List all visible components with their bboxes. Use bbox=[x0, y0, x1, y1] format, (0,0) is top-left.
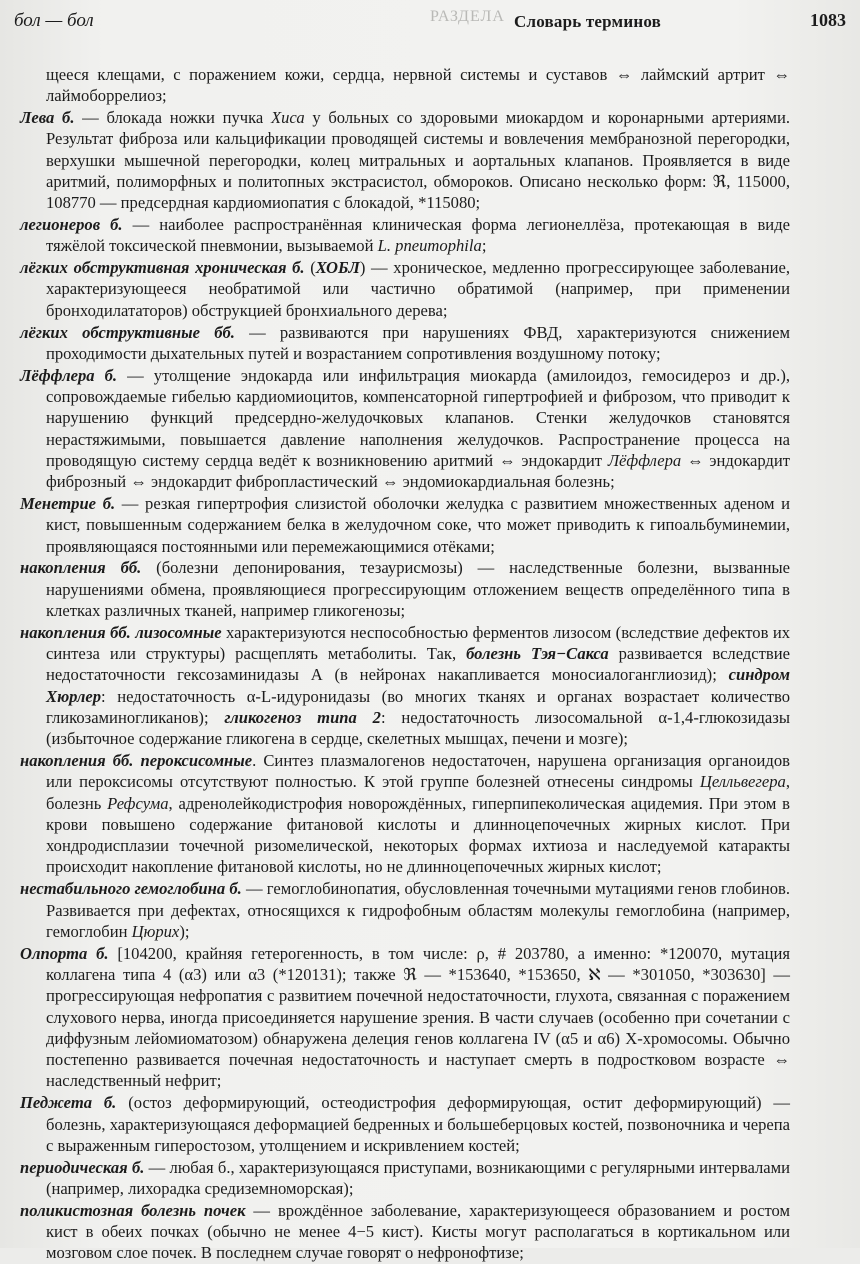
entry-text: ( bbox=[304, 258, 316, 278]
dictionary-entry bbox=[20, 878, 790, 942]
entry-headword: Менетрие б. bbox=[20, 493, 116, 513]
dictionary-entry bbox=[20, 64, 790, 107]
running-header bbox=[14, 10, 846, 38]
entries-list bbox=[20, 64, 790, 1264]
dictionary-entry bbox=[20, 943, 790, 1092]
page-number: 1083 bbox=[810, 10, 846, 30]
dictionary-entry bbox=[20, 214, 790, 257]
entry-text: (болезни депонирования, тезаурисмозы) — наследственные болезни, вызванные нарушениями обмена, проявляющиеся прогрессирующим отложением веществ определённого типа в клетках различных тканей, например гликогенозы; bbox=[46, 558, 790, 620]
entry-text: Цюрих bbox=[131, 921, 180, 941]
dictionary-entry bbox=[20, 1200, 790, 1264]
entry-headword: накопления бб. пероксисомные bbox=[20, 751, 253, 770]
entry-headword: лёгких обструктивная хроническая б. bbox=[20, 258, 305, 278]
entry-text: ⇔ эндокардит фиброзный ⇔ эндокардит фибропластический ⇔ эндомиокардиальная болезнь; bbox=[46, 450, 790, 492]
entry-text: — блокада ножки пучка bbox=[74, 108, 271, 128]
entry-text: гликогеноз типа 2 bbox=[224, 707, 381, 727]
entry-text: болезнь Тэя−Сакса bbox=[466, 644, 609, 664]
entry-headword: лёгких обструктивные бб. bbox=[20, 322, 235, 342]
entry-text: . Синтез плазмалогенов недостаточен, нарушена организация органоидов или пероксисомы отсутствуют полностью. К этой группе болезней отнесены синдромы bbox=[46, 751, 790, 792]
entry-text: развивается вследствие недостаточности гексозаминидазы А (в нейронах накапливается моносиалоганглиозид); bbox=[46, 644, 791, 685]
entry-text: Хиса bbox=[270, 108, 305, 128]
entry-text: — врождённое заболевание, характеризующееся образованием и ростом кист в обеих почках (обычно не менее 4−5 кист). Кисты могут располагаться в кортикальном или мозговом слое почек. В последнем случае говорят о нефронофтизе; bbox=[46, 1200, 790, 1263]
entry-text: : недостаточность α-L-идуронидазы (во многих тканях и органах возрастает количество гликозаминогликанов); bbox=[46, 686, 790, 727]
entry-text: — любая б., характеризующаяся приступами, возникающими с регулярными интервалами (например, лихорадка средиземноморская); bbox=[46, 1157, 790, 1198]
dictionary-entry bbox=[20, 107, 790, 213]
entry-text: ) — хроническое, медленно прогрессирующее заболевание, характеризующееся необратимой или частично обратимой (например, при применении бронходилататоров) обструкцией бронхиального дерева; bbox=[46, 258, 790, 320]
entry-headword: накопления бб. лизосомные bbox=[20, 622, 222, 642]
entry-headword: Олпорта б. bbox=[20, 943, 109, 963]
entry-text: ХОБЛ bbox=[315, 258, 360, 278]
entry-text: , адренолейкодистрофия новорождённых, гиперпипеколическая ацидемия. При этом в крови повышено содержание фитановой кислоты и длинноцепочечных жирных кислот. При хондродисплазии точечной ризомелической, некоторых формах ихтиоза и наследуемой катаракты происходит накопление фитановой кислоты, но не длинноцепочечных жирных кислот; bbox=[46, 793, 790, 877]
entry-text: щееся клещами, с поражением кожи, сердца, нервной системы и суставов ⇔ лаймский артрит ⇔ лаймоборрелиоз; bbox=[46, 65, 790, 106]
entry-text: — развиваются при нарушениях ФВД, характеризуются снижением проходимости дыхательных путей и возрастанием сопротивления воздушному потоку; bbox=[46, 322, 791, 363]
bleed-through-text: РАЗДЕЛА bbox=[430, 8, 505, 25]
entry-text: ; bbox=[481, 236, 487, 256]
entry-text: — гемоглобинопатия, обусловленная точечными мутациями генов глобинов. Развивается при дефектах, относящихся к гидрофобным областям молекулы гемоглобина (например, гемоглобин bbox=[46, 879, 790, 941]
dictionary-entry bbox=[20, 322, 790, 365]
entry-headword: легионеров б. bbox=[20, 215, 123, 235]
entry-text: , болезнь bbox=[46, 772, 790, 813]
entry-text: Целльвегера bbox=[699, 772, 786, 792]
entry-headword: нестабильного гемоглобина б. bbox=[20, 879, 242, 899]
entry-text: ); bbox=[179, 921, 190, 941]
dictionary-entry bbox=[20, 750, 790, 878]
entry-text: у больных со здоровыми миокардом и коронарными артериями. Результат фиброза или кальцификации проводящей системы и вовлечения мембранозной перегородки, верхушки мышечной перегородки, колец митральных и аортальных клапанов. Проявляется в виде аритмий, полиморфных и политопных экстрасистол, обмороков. Описано несколько форм: ℜ, 115000, 108770 — предсердная кардиомиопатия с блокадой, *115080; bbox=[46, 108, 790, 213]
dictionary-entry bbox=[20, 1092, 790, 1156]
dictionary-entry bbox=[20, 1157, 790, 1200]
entry-text: : недостаточность лизосомальной α-1,4-глюкозидазы (избыточное содержание гликогена в сердце, скелетных мышцах, печени и мозге); bbox=[46, 707, 790, 749]
entry-headword: Лева б. bbox=[20, 108, 75, 128]
entry-text: (остоз деформирующий, остеодистрофия деформирующая, остит деформирующий) — болезнь, характеризующаяся деформацией бедренных и большеберцовых костей, позвоночника и черепа с выраженным гиперостозом, утолщением и искривлением костей; bbox=[46, 1093, 790, 1155]
header-guide-words: бол — бол bbox=[14, 10, 94, 31]
entry-text: — утолщение эндокарда или инфильтрация миокарда (амилоидоз, гемосидероз и др.), сопровождаемые гибелью кардиомиоцитов, компенсаторной гипертрофией и фиброзом, что приводит к нарушению функций предсердно-желудочковых клапанов. Стенки желудочков становятся нерастяжимыми, повышается давление наполнения желудочков. Распространение процесса на проводящую систему сердца ведёт к возникновению аритмий ⇔ эндокардит bbox=[46, 365, 790, 470]
entry-headword: Педжета б. bbox=[20, 1093, 117, 1113]
entry-text: характеризуются неспособностью ферментов лизосом (вследствие дефектов их синтеза или структуры) расщеплять метаболиты. Так, bbox=[46, 622, 791, 664]
entry-headword: периодическая б. bbox=[20, 1157, 145, 1177]
dictionary-entry bbox=[20, 557, 790, 621]
entry-headword: накопления бб. bbox=[20, 558, 142, 578]
entry-text: синдром Хюрлер bbox=[46, 665, 790, 706]
entry-text: L. pneumophila bbox=[377, 236, 482, 256]
entry-text: Рефсума bbox=[107, 793, 169, 813]
header-title: Словарь терминов bbox=[514, 12, 661, 31]
dictionary-entry bbox=[20, 257, 790, 321]
dictionary-entry bbox=[20, 493, 790, 557]
entry-text: [104200, крайняя гетерогенность, в том числе: ρ, # 203780, а именно: *120070, мутация коллагена типа 4 (α3) или α3 (*120131); также ℜ — *153640, *153650, ℵ — *301050, *303630] — прогрессирующая нефропатия с развитием почечной недостаточности, глухота, связанная с поражением слухового нерва, иногда присоединяется нарушение зрения. В части случаев (особенно при сочетании с диффузным лейомиоматозом) обнаружена делеция генов коллагена IV (α5 и α6) Х-хромосомы. Обычно постепенно развивается почечная недостаточность и наступает смерть в подростковом возрасте ⇔ наследственный нефрит; bbox=[46, 943, 790, 1091]
dictionary-entry bbox=[20, 622, 790, 750]
entry-headword: поликистозная болезнь почек bbox=[20, 1200, 246, 1220]
entry-text: — наиболее распространённая клиническая форма легионеллёза, протекающая в виде тяжёлой токсической пневмонии, вызываемой bbox=[46, 215, 790, 256]
entry-headword: Лёффлера б. bbox=[20, 365, 118, 385]
entry-text: — резкая гипертрофия слизистой оболочки желудка с развитием множественных аденом и кист, повышенным содержанием белка в желудочном соке, что может приводить к гипоальбуминемии, проявляющаяся постоянными или перемежающимися отёками; bbox=[46, 493, 790, 556]
entry-text: Лёффлера bbox=[607, 450, 682, 470]
dictionary-entry bbox=[20, 365, 790, 493]
